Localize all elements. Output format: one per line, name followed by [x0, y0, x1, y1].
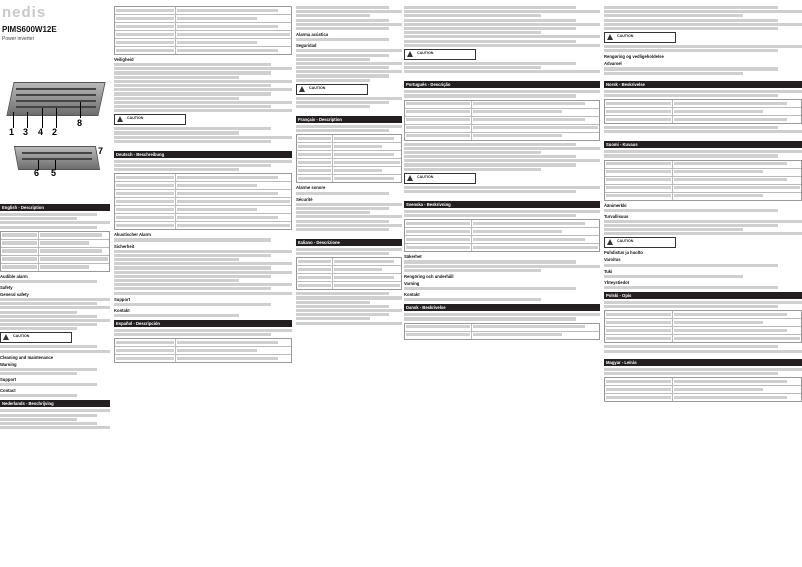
text-line	[114, 80, 292, 83]
text-line	[604, 45, 802, 48]
caution-label: CAUTION	[127, 116, 144, 121]
text-line	[604, 126, 778, 129]
text-line	[0, 426, 110, 429]
text-line	[296, 62, 402, 65]
text-line	[604, 14, 743, 17]
heading-varoitus: Varoitus	[604, 257, 621, 263]
text-line	[296, 192, 389, 195]
callout-line	[56, 108, 57, 128]
text-line	[604, 154, 778, 157]
caution-label: CAUTION	[417, 174, 434, 179]
text-line	[296, 101, 389, 104]
text-line	[296, 10, 402, 13]
text-line	[604, 228, 743, 231]
text-line	[404, 163, 576, 166]
caution-label: CAUTION	[309, 85, 326, 90]
text-line	[114, 76, 239, 79]
caution-label: CAUTION	[617, 239, 634, 244]
text-line	[114, 275, 271, 278]
text-line	[404, 90, 600, 93]
text-line	[404, 70, 600, 73]
fi-parts-table	[604, 160, 802, 201]
text-line	[296, 49, 402, 52]
text-line	[114, 262, 292, 265]
text-line	[296, 220, 389, 223]
text-line	[604, 23, 802, 26]
text-line	[114, 136, 292, 139]
text-line	[604, 224, 778, 227]
column-1	[0, 0, 110, 567]
text-line	[604, 67, 778, 70]
text-line	[404, 27, 576, 30]
heading-general-safety: General safety	[0, 291, 29, 297]
inverter-fin	[16, 100, 96, 102]
callout-line	[13, 112, 14, 128]
text-line	[114, 254, 271, 257]
text-line	[296, 27, 389, 30]
column-2	[114, 0, 292, 567]
text-line	[114, 287, 271, 290]
text-line	[0, 372, 77, 375]
brand-logo: nedis	[2, 4, 47, 21]
text-line	[0, 302, 97, 305]
fr-parts-table	[296, 134, 402, 183]
text-line	[296, 207, 389, 210]
text-line	[296, 317, 370, 320]
text-line	[404, 19, 576, 22]
text-line	[296, 125, 402, 128]
text-line	[296, 309, 402, 312]
text-line	[604, 209, 778, 212]
heading-kontakt-sv: Kontakt	[404, 292, 420, 298]
text-line	[404, 317, 576, 320]
text-line	[0, 311, 77, 314]
text-line	[114, 279, 239, 282]
text-line	[0, 298, 110, 301]
text-line	[604, 150, 802, 153]
heading-advarsel: Advarsel	[604, 61, 622, 67]
text-line	[296, 70, 402, 73]
text-line	[604, 301, 802, 304]
text-line	[0, 383, 97, 386]
text-line	[296, 248, 402, 251]
text-line	[296, 292, 389, 295]
heading-sakerhet: Säkerhet	[404, 254, 422, 260]
callout-6: 6	[34, 168, 40, 178]
heading-support: Support	[0, 377, 17, 382]
text-line	[296, 252, 389, 255]
text-line	[404, 214, 576, 217]
text-line	[114, 131, 239, 134]
heading-sicherheit: Sicherheit	[114, 243, 135, 249]
text-line	[114, 101, 292, 104]
text-line	[114, 333, 271, 336]
text-line	[296, 14, 370, 17]
text-line	[404, 159, 600, 162]
text-line	[114, 303, 271, 306]
text-line	[114, 140, 271, 143]
text-line	[404, 35, 600, 38]
callout-8: 8	[77, 118, 83, 128]
text-line	[604, 6, 778, 9]
text-line	[0, 306, 110, 309]
text-line	[296, 74, 389, 77]
text-line	[114, 84, 271, 87]
text-line	[604, 286, 778, 289]
text-line	[296, 301, 370, 304]
column-3	[296, 0, 402, 567]
text-line	[0, 368, 97, 371]
text-line	[404, 40, 576, 43]
text-line	[404, 44, 600, 47]
text-line	[404, 168, 541, 171]
text-line	[604, 264, 778, 267]
text-line	[0, 226, 97, 229]
caution-box	[404, 173, 476, 184]
text-line	[114, 63, 271, 66]
heading-puhdistus: Puhdistus ja huolto	[604, 250, 643, 256]
text-line	[404, 66, 541, 69]
heading-yhteystiedot: Yhteystiedot	[604, 279, 630, 285]
text-line	[404, 313, 600, 316]
heading-contact: Contact	[0, 388, 16, 394]
callout-line	[27, 112, 28, 128]
section-bar-francais: Français - Description	[296, 116, 402, 123]
text-line	[404, 269, 541, 272]
text-line	[604, 220, 802, 223]
text-line	[296, 58, 370, 61]
text-line	[604, 350, 802, 353]
warning-icon	[3, 334, 9, 340]
text-line	[114, 67, 292, 70]
text-line	[0, 217, 77, 220]
text-line	[114, 292, 292, 295]
text-line	[296, 313, 389, 316]
text-line	[114, 164, 271, 167]
text-line	[404, 23, 600, 26]
section-bar-polski: Polski - Opis	[604, 292, 802, 299]
text-line	[0, 345, 97, 348]
warning-icon	[607, 34, 613, 40]
model-number: PIMS600W12E	[2, 25, 57, 34]
text-line	[114, 92, 271, 95]
text-line	[114, 88, 292, 91]
warning-icon	[407, 51, 413, 57]
caution-label: CAUTION	[417, 50, 434, 55]
text-line	[0, 350, 110, 353]
text-line	[604, 94, 778, 97]
text-line	[114, 168, 239, 171]
text-line	[114, 127, 271, 130]
text-line	[296, 97, 402, 100]
section-bar-svenska: Svenska - Beskrivning	[404, 201, 600, 208]
text-line	[604, 345, 778, 348]
heading-turvallisuus: Turvallisuus	[604, 213, 629, 219]
text-line	[114, 109, 292, 112]
heading-kontakt: Kontakt	[114, 307, 130, 313]
section-bar-english: English - Description	[0, 204, 110, 211]
text-line	[114, 97, 239, 100]
text-line	[604, 232, 802, 235]
callout-3: 3	[23, 127, 29, 137]
hu-parts-table	[604, 377, 802, 402]
inverter-fin	[22, 152, 92, 154]
text-line	[0, 327, 77, 330]
text-line	[296, 129, 389, 132]
es-parts-table	[114, 338, 292, 363]
callout-line	[42, 108, 43, 128]
de-parts-table	[114, 173, 292, 230]
section-bar-nederlands: Nederlands - Beschrijving	[0, 400, 110, 407]
callout-1: 1	[9, 127, 15, 137]
heading-securite: Sécurité	[296, 196, 313, 202]
column-5	[604, 0, 802, 567]
caution-box	[0, 332, 72, 343]
caution-box	[604, 237, 676, 248]
section-bar-suomi: Suomi - Kuvaus	[604, 141, 802, 148]
text-line	[296, 23, 402, 26]
text-line	[404, 143, 576, 146]
text-line	[0, 418, 77, 421]
inverter-fin	[16, 94, 96, 96]
heading-alarme-sonore: Alarme sonore	[296, 185, 326, 191]
text-line	[0, 323, 97, 326]
product-subtitle: Power inverter	[2, 36, 35, 42]
text-line	[404, 6, 576, 9]
heading-audible-alarm: Audible alarm	[0, 273, 28, 279]
sv-parts-table	[404, 219, 600, 252]
text-line	[0, 319, 110, 322]
pt-parts-table	[404, 100, 600, 141]
text-line	[404, 210, 600, 213]
warning-icon	[117, 116, 123, 122]
nl-parts-table	[114, 6, 292, 55]
section-bar-norsk: Norsk - Beskrivelse	[604, 81, 802, 88]
callout-5: 5	[51, 168, 57, 178]
text-line	[404, 265, 600, 268]
text-line	[0, 213, 97, 216]
text-line	[404, 94, 576, 97]
heading-seguridad: Seguridad	[296, 43, 317, 49]
inverter-fin	[16, 88, 96, 90]
text-line	[296, 19, 389, 22]
text-line	[404, 298, 541, 301]
callout-7: 7	[98, 146, 104, 156]
section-bar-portugues: Português - Descrição	[404, 81, 600, 88]
text-line	[0, 394, 77, 397]
section-bar-magyar: Magyar - Leírás	[604, 359, 802, 366]
warning-icon	[299, 86, 305, 92]
heading-tuki: Tuki	[604, 268, 613, 274]
heading-alarma: Alarma acústica	[296, 32, 329, 38]
parts-table	[0, 231, 110, 272]
heading-safety: Safety	[0, 284, 13, 290]
text-line	[296, 296, 402, 299]
text-line	[0, 315, 97, 318]
callout-2: 2	[52, 127, 58, 137]
text-line	[404, 10, 600, 13]
text-line	[604, 27, 778, 30]
text-line	[114, 271, 292, 274]
heading-rengoring-dk: Rengøring og vedligeholdelse	[604, 54, 664, 60]
text-line	[114, 314, 239, 317]
heading-varning: Varning	[404, 280, 420, 286]
heading-hally: Äänimerkki	[604, 202, 627, 208]
section-bar-italiano: Italiano - Descrizione	[296, 239, 402, 246]
text-line	[0, 422, 97, 425]
text-line	[296, 203, 402, 206]
callout-line	[80, 102, 81, 118]
text-line	[404, 155, 576, 158]
text-line	[404, 14, 541, 17]
caution-box	[114, 114, 186, 125]
text-line	[604, 49, 778, 52]
text-line	[404, 287, 576, 290]
text-line	[604, 275, 743, 278]
text-line	[296, 322, 402, 325]
text-line	[0, 221, 110, 224]
heading-cleaning: Cleaning and maintenance	[0, 354, 54, 360]
text-line	[604, 305, 778, 308]
text-line	[296, 54, 389, 57]
text-line	[604, 368, 802, 371]
text-line	[296, 38, 389, 41]
heading-warning: Warning	[0, 361, 17, 367]
text-line	[0, 280, 97, 283]
text-line	[404, 147, 600, 150]
dk-parts-table	[404, 323, 600, 340]
text-line	[404, 31, 541, 34]
column-4	[404, 0, 600, 567]
caution-box	[604, 32, 676, 43]
text-line	[404, 62, 576, 65]
callout-4: 4	[38, 127, 44, 137]
text-line	[114, 266, 271, 269]
warning-icon	[407, 175, 413, 181]
text-line	[604, 372, 778, 375]
text-line	[296, 305, 389, 308]
text-line	[296, 6, 389, 9]
text-line	[114, 71, 271, 74]
text-line	[114, 329, 292, 332]
text-line	[114, 105, 271, 108]
warning-icon	[607, 239, 613, 245]
text-line	[296, 66, 389, 69]
it-parts-table	[296, 257, 402, 290]
text-line	[404, 260, 576, 263]
pl-parts-table	[604, 310, 802, 343]
text-line	[604, 72, 743, 75]
text-line	[114, 160, 292, 163]
text-line	[296, 79, 370, 82]
section-bar-espanol: Español - Descripción	[114, 320, 292, 327]
no-parts-table	[604, 99, 802, 124]
text-line	[404, 190, 576, 193]
text-line	[604, 10, 802, 13]
caution-label: CAUTION	[13, 334, 30, 339]
text-line	[114, 238, 271, 241]
text-line	[0, 414, 97, 417]
product-photo	[0, 64, 110, 178]
heading-rengoring: Rengöring och underhåll	[404, 273, 454, 279]
caution-box	[404, 49, 476, 60]
inverter-fin	[22, 158, 92, 160]
text-line	[0, 409, 110, 412]
text-line	[404, 151, 541, 154]
caution-label: CAUTION	[617, 34, 634, 39]
text-line	[114, 250, 292, 253]
text-line	[296, 215, 402, 218]
section-bar-dansk: Dansk - Beskrivelse	[404, 304, 600, 311]
text-line	[604, 19, 778, 22]
text-line	[114, 283, 292, 286]
text-line	[114, 258, 239, 261]
text-line	[404, 186, 600, 189]
heading-veiligheid: Veiligheid	[114, 57, 134, 62]
text-line	[296, 228, 389, 231]
section-bar-deutsch: Deutsch - Beschreibung	[114, 151, 292, 158]
caution-box	[296, 84, 368, 95]
text-line	[604, 90, 802, 93]
text-line	[296, 105, 370, 108]
heading-akustischer-alarm: Akustischer Alarm	[114, 232, 151, 238]
heading-support-de: Support	[114, 296, 131, 302]
text-line	[296, 211, 370, 214]
text-line	[604, 130, 802, 133]
text-line	[296, 224, 402, 227]
